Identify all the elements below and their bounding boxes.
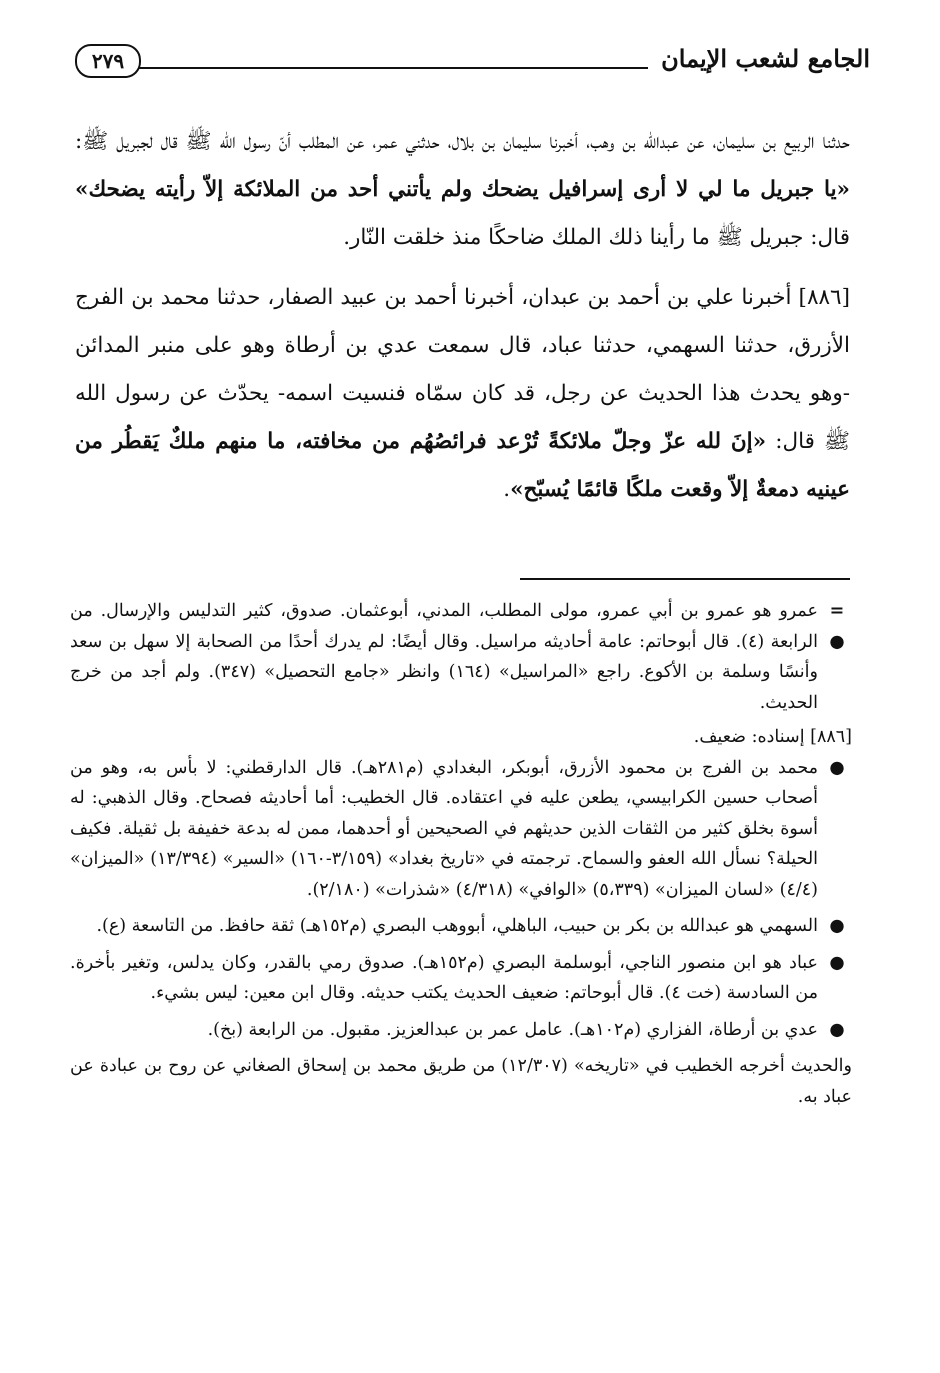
paragraph-1-chain: حدثنا الربيع بن سليمان، عن عبدالله بن وهب، أخبرنا سليمان بن بلال، حدثني عمر، عن المطلب أنّ رسول الله ﷺ قال لجبريل ﷺ:: [75, 129, 850, 154]
paragraph-2: [75, 274, 850, 514]
paragraph-2-hadith: «إنَ لله عزّ وجلّ ملائكةً تُرْعد فرائصُهُم من مخافته، ما منهم ملكٌ يَقطُر من عينيه دمعةٌ إلاّ وقعت ملكًا قائمًا يُسبّح»: [75, 429, 850, 502]
footnote-adi: [70, 1015, 852, 1046]
paragraph-1-end: قال: جبريل ﷺ ما رأينا ذلك الملك ضاحكًا منذ خلقت النّار.: [343, 225, 850, 250]
page-header: [75, 38, 870, 88]
bullet-marker: ●: [829, 757, 845, 778]
bullet-marker: ●: [829, 916, 845, 936]
isnad-heading: [٨٨٦] إسناده: ضعيف.: [693, 727, 852, 747]
footnote-text: عمرو هو عمرو بن أبي عمرو، مولى المطلب، المدني، أبوعثمان. صدوق، كثير التدليس والإرسال. من الرابعة (٤). قال أبوحاتم: عامة أحاديثه مراسيل. وقال أيضًا: لم يدرك أحدًا من الصحابة إلا سهل بن سعد وأنسًا وسلمة بن الأكوع. راجع «المراسيل» (١٦٤) وانظر «جامع التحصيل» (٣٤٧). ولم أجد من خرج الحديث.: [70, 601, 818, 713]
paragraph-1-hadith: «يا جبريل ما لي لا أرى إسرافيل يضحك ولم يأتني أحد من الملائكة إلاّ رأيته يضحك»: [75, 177, 850, 202]
footnote-text: السهمي هو عبدالله بن بكر بن حبيب، الباهلي، أبووهب البصري (م١٥٢هـ) ثقة حافظ. من التاسعة (ع).: [96, 916, 818, 936]
footnote-text: عدي بن أرطاة، الفزاري (م١٠٢هـ). عامل عمر بن عبدالعزيز. مقبول. من الرابعة (بخ).: [207, 1019, 818, 1040]
footnote-amr: [70, 596, 852, 718]
footnotes: [70, 596, 852, 1112]
page-number: ٢٧٩: [75, 44, 141, 78]
paragraph-2-chain: [٨٨٦] أخبرنا علي بن أحمد بن عبدان، أخبرنا أحمد بن عبيد الصفار، حدثنا محمد بن الفرج الأزرق، حدثنا السهمي، حدثنا عباد، قال سمعت عدي بن أرطاة وهو على منبر المدائن -وهو يحدث هذا الحديث عن رجل، قد كان سمّاه فنسيت اسمه- يحدّث عن رسول الله ﷺ قال:: [75, 285, 850, 454]
footnote-takhrij: والحديث أخرجه الخطيب في «تاريخه» (١٢/٣٠٧) من طريق محمد بن إسحاق الصغاني عن روح بن عبادة عن عباد به.: [70, 1056, 852, 1107]
continuation-marker: = ●: [829, 601, 845, 652]
main-text: [75, 118, 850, 514]
bullet-marker: ●: [829, 1019, 845, 1040]
footnote-abbad: [70, 948, 852, 1009]
footnote-muhammad: [70, 753, 852, 906]
footnote-text: محمد بن الفرج بن محمود الأزرق، أبوبكر، البغدادي (م٢٨١هـ). قال الدارقطني: لا بأس به، وهو من أصحاب حسين الكرابيسي، يطعن عليه في اعتقاده. قال الخطيب: أما أحاديثه فصحاح. وقال الذهبي: له أسوة بخلق كثير من الثقات الذين حديثهم في الصحيحين أو أحدهما، ممن له بدعة خفيفة بل ثقيلة. فكيف الحيلة؟ نسأل الله العفو والسماح. ترجمته في «تاريخ بغداد» (٣/١٥٩-١٦٠) «السير» (١٣/٣٩٤) «الميزان» (٤/٤) «لسان الميزان» (٥،٣٣٩) «الوافي» (٤/٣١٨) «شذرات» (٢/١٨٠).: [70, 757, 819, 900]
book-title: الجامع لشعب الإيمان: [661, 44, 870, 73]
bullet-marker: ●: [829, 952, 845, 973]
paragraph-2-end: .: [503, 477, 511, 502]
header-rule: [135, 67, 648, 69]
paragraph-1: [75, 118, 850, 262]
footnote-text: عباد هو ابن منصور الناجي، أبوسلمة البصري (م١٥٢هـ). صدوق رمي بالقدر، وكان يدلس، وتغير بأخرة. من السادسة (خت ٤). قال أبوحاتم: ضعيف الحديث يكتب حديثه. وقال ابن معين: ليس بشيء.: [70, 952, 818, 1003]
footnote-divider: [520, 578, 850, 580]
footnote-sahmi: [70, 911, 852, 942]
